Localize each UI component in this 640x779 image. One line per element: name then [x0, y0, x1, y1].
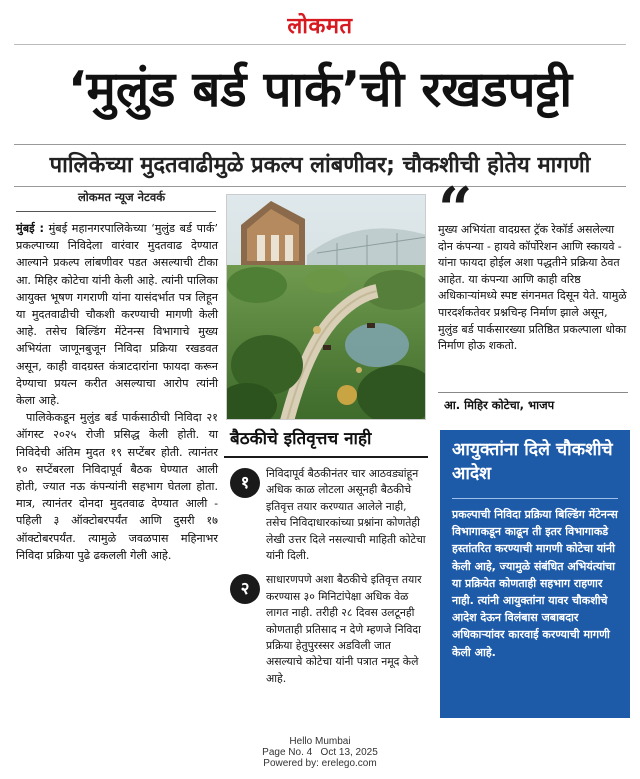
footer-powered-by: Powered by: erelego.com [263, 758, 377, 769]
byline-divider [16, 211, 216, 212]
quote-attribution: आ. मिहिर कोटेचा, भाजप [444, 398, 555, 412]
lokmat-logo: लोकमत [287, 14, 353, 39]
bird-park-rendering-image [226, 194, 426, 420]
headline: ‘मुलुंड बर्ड पार्क’ची रखडपट्टी [67, 61, 573, 118]
paragraph-1-text: मुंबई महानगरपालिकेच्या ‘मुलुंड बर्ड पार्क’ प्रकल्पाच्या निविदेला वारंवार मुदतवाढ देण्यात आल्याने प्रकल्प लांबणीवर पडत असल्याची टीका आ. मिहिर कोटेचा यांनी केली आहे. त्यांनी पालिका आयुक्त भूषण गगराणी यांना यासंदर्भात पत्र लिहून या मुदतवाढीची चौकशी करण्याची मागणी केली आहे. तसेच बिल्डिंग मेंटेनन्स विभागाचे मुख्य अभियंता जाणूनबुजून निविदा प्रक्रिया रखडवत असून, काही वादग्रस्त कंत्राटदारांना फायदा करून देण्याचा प्रयत्न करीत असल्याचा आरोप त्यांनी केला आहे. [16, 222, 218, 408]
masthead [0, 0, 640, 44]
quote-mark-icon: “ [438, 175, 473, 245]
masthead-divider [14, 44, 626, 45]
pull-quote-text: मुख्य अभियंता वादग्रस्त ट्रॅक रेकॉर्ड असलेल्या दोन कंपन्या - हायवे कॉर्पोरेशन आणि स्कायवे - यांना फायदा होईल अशा पद्धतीने प्रक्रिया ठेवत आहेत. या कंपन्या आणि काही वरिष्ठ अधिकाऱ्यांमध्ये स्पष्ट संगनमत दिसून येते. यामुळे पारदर्शकतेवर प्रश्नचिन्ह निर्माण झाले असून, मुलुंड बर्ड पार्कसारख्या प्रतिष्ठित प्रकल्पाला धोका निर्माण होऊ शकतो. [438, 223, 627, 353]
article-paragraph-1 [16, 220, 218, 409]
subheadline-divider [14, 186, 626, 187]
article-body [16, 220, 218, 564]
page-footer [0, 736, 640, 769]
quote-divider [438, 392, 628, 393]
footer-page-info: Page No. 4 Oct 13, 2025 [262, 747, 378, 758]
meeting-point-text: निविदापूर्व बैठकीनंतर चार आठवड्यांहून अधिक काळ लोटला असूनही बैठकीचे इतिवृत्त तयार करण्यात आलेले नाही, तसेच निविदाधारकांच्या प्रश्नांना कोणतेही लेखी उत्तर दिले नसल्याची माहिती कोटेचा यांनी दिली. [266, 467, 426, 563]
meeting-point-1 [224, 466, 428, 564]
meeting-point-2 [224, 572, 428, 687]
meeting-box-title: बैठकीचे इतिवृत्तच नाही [224, 426, 428, 458]
inquiry-box-title: आयुक्तांना दिले चौकशीचे आदेश [452, 440, 613, 484]
point-number-badge: १ [230, 468, 260, 498]
headline-divider [14, 144, 626, 145]
inquiry-box-text: प्रकल्पाची निविदा प्रक्रिया बिल्डिंग मेंटेनन्स विभागाकडून काढून ती इतर विभागाकडे हस्तांतरित करण्याची मागणी कोटेचा यांनी केली आहे, ज्यामुळे संबंधित अभियंत्यांचा या प्रक्रियेत कोणताही सहभाग राहणार नाही. त्यांनी आयुक्तांना यावर चौकशीचे आदेश देऊन विलंबास जबाबदार अधिकाऱ्यांवर कारवाई करण्याची मागणी केली आहे. [452, 508, 618, 659]
inquiry-order-box [440, 430, 630, 718]
inquiry-box-divider [452, 498, 618, 499]
article-paragraph-2 [16, 409, 218, 564]
meeting-point-text: साधारणपणे अशा बैठकीचे इतिवृत्त तयार करण्यास ३० मिनिटांपेक्षा अधिक वेळ लागत नाही. तरीही २८ दिवस उलटूनही कोणताही प्रतिसाद न देणे म्हणजे निविदा प्रक्रिया हेतुपुरस्सर अडविली जात असल्याचे कोटेचा यांनी पत्रात नमूद केले आहे. [266, 573, 422, 685]
dateline: मुंबई : [16, 222, 44, 235]
footer-edition: Hello Mumbai [289, 736, 351, 747]
subheadline: पालिकेच्या मुदतवाढीमुळे प्रकल्प लांबणीवर; चौकशीची होतेय मागणी [49, 153, 591, 178]
paragraph-2-text: पालिकेकडून मुलुंड बर्ड पार्कसाठीची निविदा २१ ऑगस्ट २०२५ रोजी प्रसिद्ध केली होती. या निविदेची अंतिम मुदत १९ सप्टेंबर होती. त्यानंतर १० सप्टेंबरला निविदापूर्व बैठक घेण्यात आली होती, ज्यात नऊ कंपन्यांनी सहभाग घेतला होता. मात्र, त्यानंतर दोनदा मुदतवाढ देण्यात आली - पहिली ३ ऑक्टोबरपर्यंत आणि दुसरी १७ ऑक्टोबरपर्यंत. त्यामुळे जवळपास महिनाभर निविदा प्रक्रिया पुढे ढकलली गेली आहे. [16, 411, 218, 562]
point-number-badge: २ [230, 574, 260, 604]
meeting-minutes-box [224, 426, 428, 716]
byline: लोकमत न्यूज नेटवर्क [78, 190, 166, 204]
